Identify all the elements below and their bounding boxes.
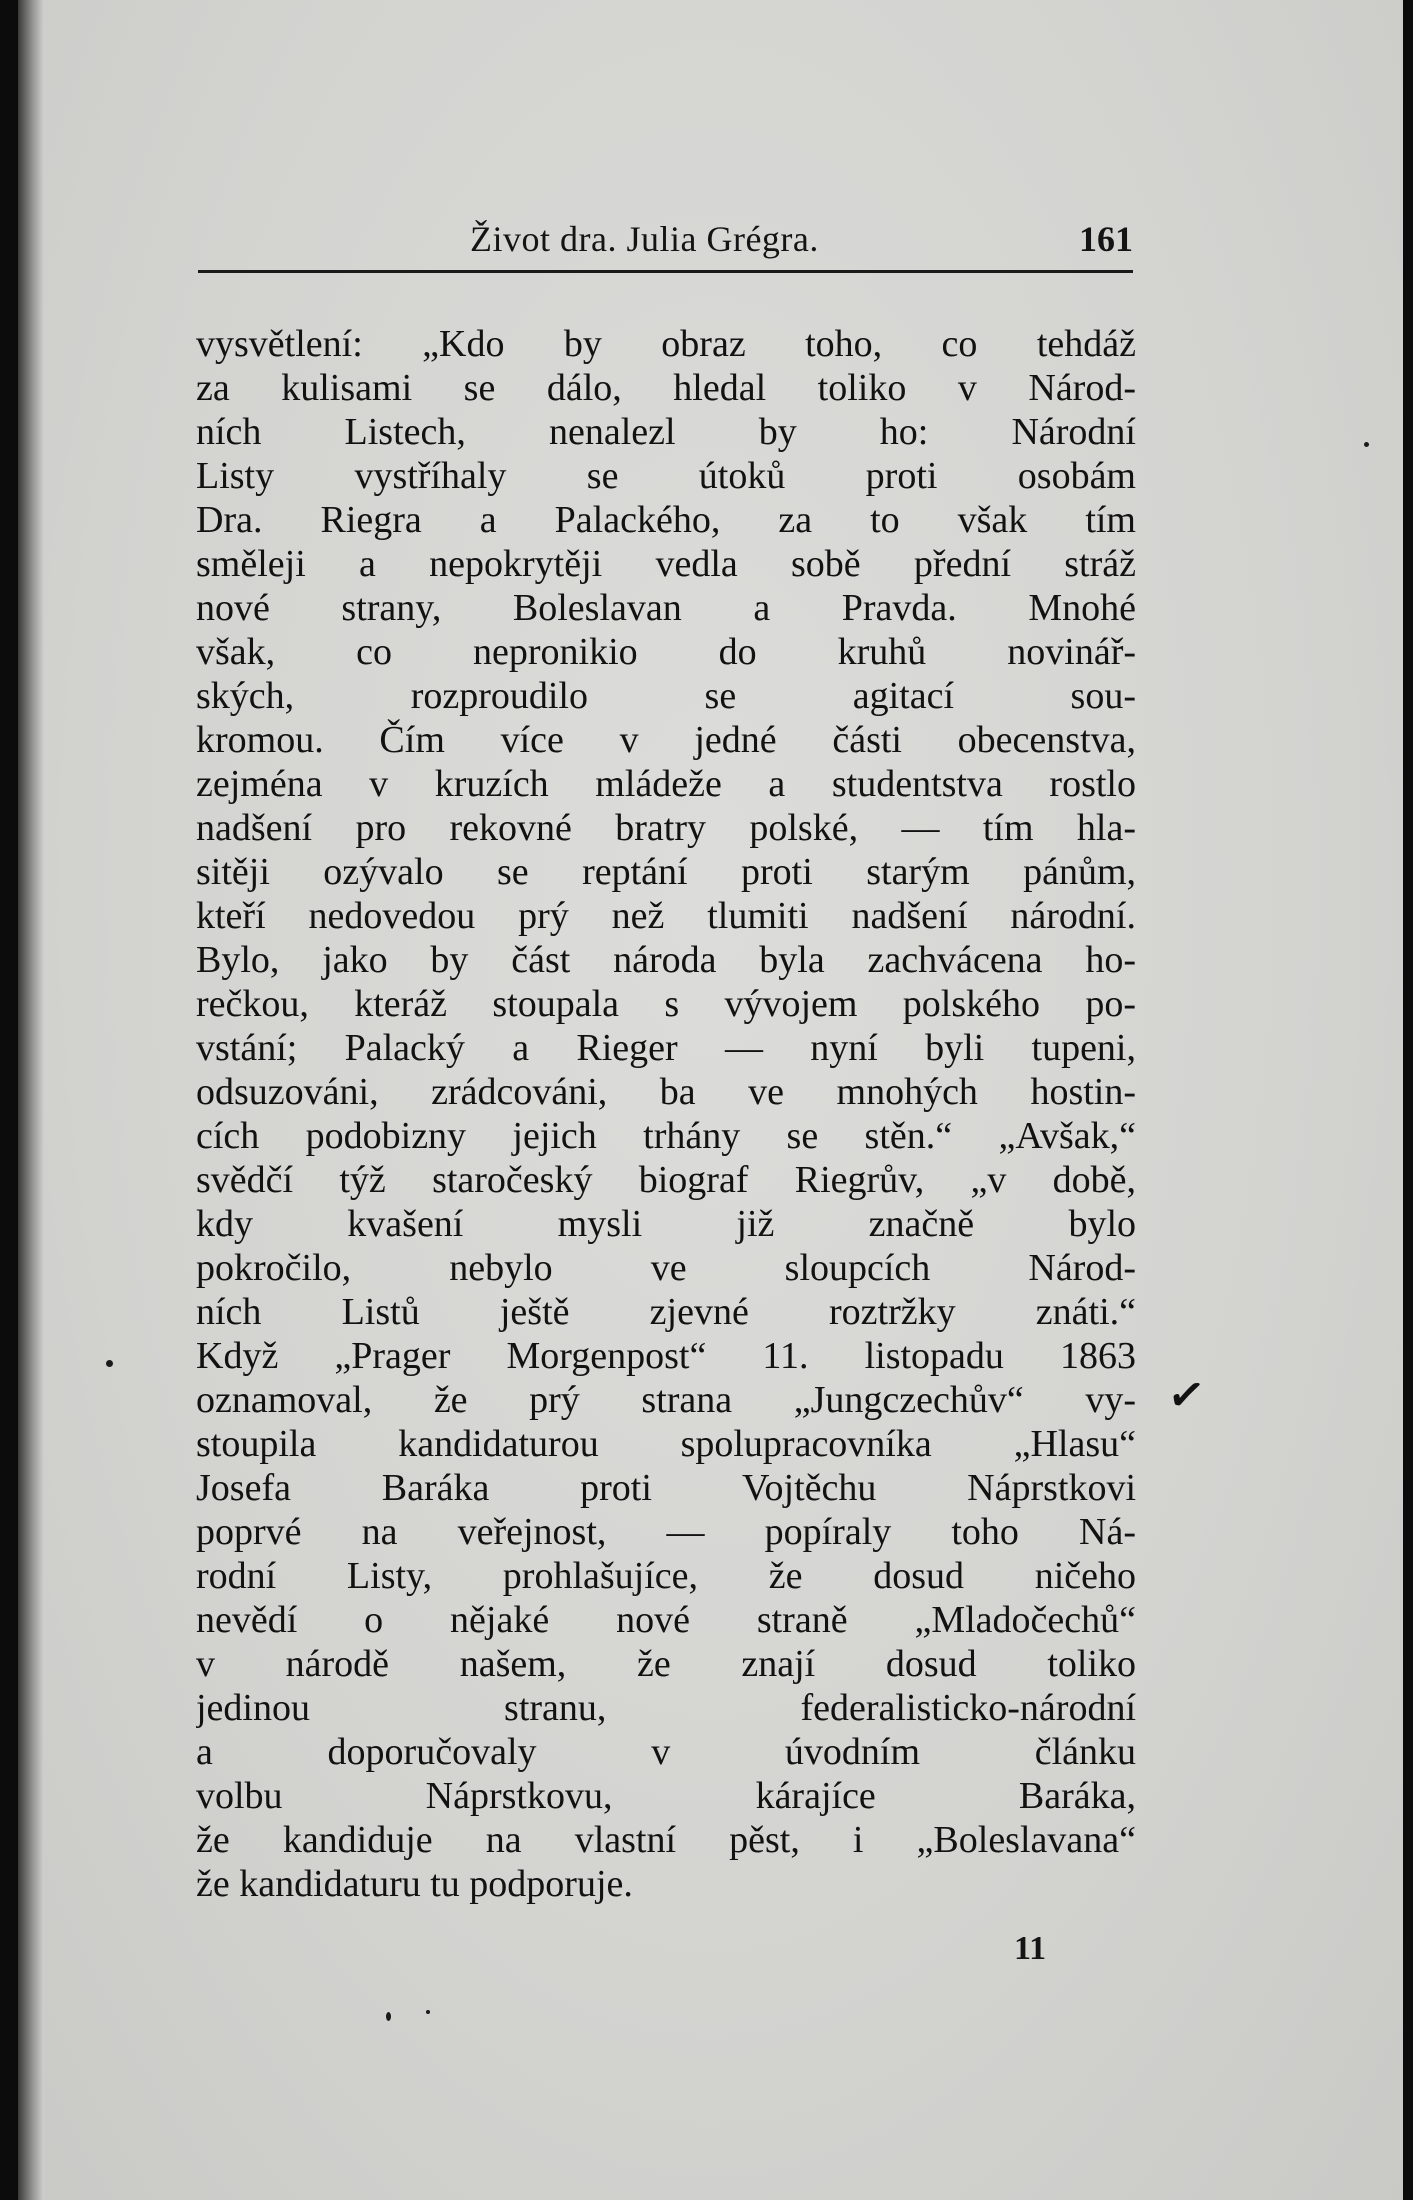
text-line: vstání; Palacký a Rieger — nyní byli tupeni,: [196, 1027, 1136, 1069]
page-number: 161: [1079, 219, 1133, 259]
text-line: kromou. Čím více v jedné části obecenstva,: [196, 719, 1136, 761]
text-line: rodní Listy, prohlašujíce, že dosud ničeho: [196, 1555, 1136, 1597]
text-line: rečkou, kteráž stoupala s vývojem polského po-: [196, 983, 1136, 1025]
text-line: Josefa Baráka proti Vojtěchu Náprstkovi: [196, 1467, 1136, 1509]
text-line-last: že kandidaturu tu podporuje.: [196, 1863, 633, 1905]
page-gutter-shadow: [18, 0, 44, 2200]
checkmark-icon: ✓: [1164, 1368, 1209, 1423]
text-line: že kandiduje na vlastní pěst, i „Boleslavana“: [196, 1819, 1136, 1861]
text-line: oznamoval, že prý strana „Jungczechův“ vy-: [196, 1379, 1136, 1421]
text-line: ních Listech, nenalezl by ho: Národní: [196, 411, 1136, 453]
text-line: stoupila kandidaturou spolupracovníka „Hlasu“: [196, 1423, 1136, 1465]
text-line: pokročilo, nebylo ve sloupcích Národ-: [196, 1247, 1136, 1289]
text-line: vysvětlení: „Kdo by obraz toho, co tehdáž: [196, 323, 1136, 365]
text-line: nové strany, Boleslavan a Pravda. Mnohé: [196, 587, 1136, 629]
text-line: Když „Prager Morgenpost“ 11. listopadu 1863: [196, 1335, 1136, 1377]
text-line: ních Listů ještě zjevné roztržky znáti.“: [196, 1291, 1136, 1333]
text-line: a doporučovaly v úvodním článku: [196, 1731, 1136, 1773]
text-line: v národě našem, že znají dosud toliko: [196, 1643, 1136, 1685]
text-line: směleji a nepokrytěji vedla sobě přední stráž: [196, 543, 1136, 585]
ink-speck: [426, 2010, 430, 2014]
text-line: odsuzováni, zrádcováni, ba ve mnohých hostin-: [196, 1071, 1136, 1113]
text-line: nevědí o nějaké nové straně „Mladočechů“: [196, 1599, 1136, 1641]
ink-speck: [386, 2012, 391, 2021]
text-line: ských, rozproudilo se agitací sou-: [196, 675, 1136, 717]
text-line: jedinou stranu, federalisticko-národní: [196, 1687, 1136, 1729]
text-line: volbu Náprstkovu, kárajíce Baráka,: [196, 1775, 1136, 1817]
ink-speck: [1364, 442, 1369, 447]
text-line: Listy vystříhaly se útoků proti osobám: [196, 455, 1136, 497]
text-line: za kulisami se dálo, hledal toliko v Národ-: [196, 367, 1136, 409]
body-text: [196, 322, 1136, 1906]
text-line: poprvé na veřejnost, — popíraly toho Ná-: [196, 1511, 1136, 1553]
text-line: sitěji ozývalo se reptání proti starým pánům,: [196, 851, 1136, 893]
text-line: kteří nedovedou prý než tlumiti nadšení národní.: [196, 895, 1136, 937]
text-line: Dra. Riegra a Palackého, za to však tím: [196, 499, 1136, 541]
text-line: svědčí týž staročeský biograf Riegrův, „v době,: [196, 1159, 1136, 1201]
signature-mark: 11: [1014, 1930, 1047, 1967]
running-title: Život dra. Julia Grégra.: [470, 219, 819, 259]
running-head: [198, 218, 1133, 273]
text-line: kdy kvašení mysli již značně bylo: [196, 1203, 1136, 1245]
text-line: Bylo, jako by část národa byla zachvácena ho-: [196, 939, 1136, 981]
text-line: nadšení pro rekovné bratry polské, — tím hla-: [196, 807, 1136, 849]
text-line: cích podobizny jejich trhány se stěn.“ „Avšak,“: [196, 1115, 1136, 1157]
book-page: [18, 0, 1403, 2200]
text-line: zejména v kruzích mládeže a studentstva rostlo: [196, 763, 1136, 805]
text-line: však, co nepronikio do kruhů novinář-: [196, 631, 1136, 673]
ink-speck: [106, 1360, 113, 1367]
